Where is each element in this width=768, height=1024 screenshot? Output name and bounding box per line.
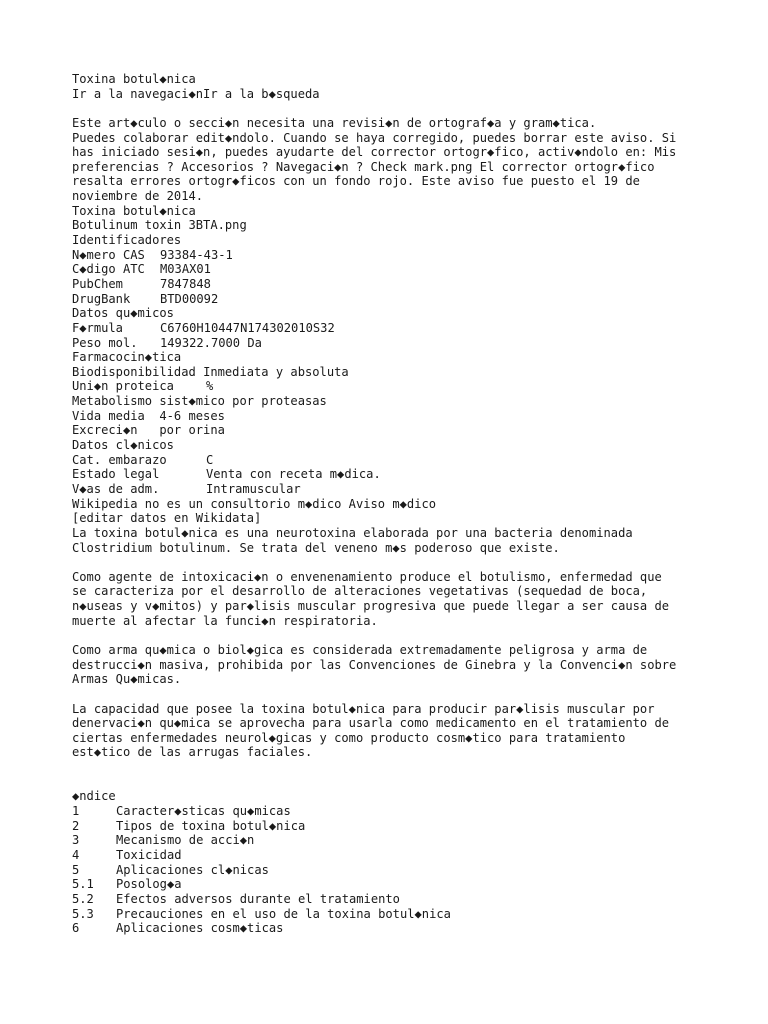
infobox-label: N◆mero CAS bbox=[72, 247, 145, 262]
section-identificadores: Identificadores bbox=[72, 233, 182, 248]
section-datos-clinicos: Datos cl◆nicos bbox=[72, 438, 174, 453]
notice-line: has iniciado sesi◆n, puedes ayudarte del corrector ortogr◆fico, activ◆ndolo en: Mis bbox=[72, 145, 677, 160]
infobox-label: V◆as de adm. bbox=[72, 481, 160, 496]
toc-item-label[interactable]: Aplicaciones cosm◆ticas bbox=[116, 921, 284, 936]
infobox-label: Estado legal bbox=[72, 467, 160, 482]
spacer bbox=[72, 687, 712, 702]
infobox-row-embarazo bbox=[72, 453, 712, 468]
infobox-label: DrugBank bbox=[72, 291, 131, 306]
infobox-title: Toxina botul◆nica bbox=[72, 203, 196, 218]
infobox-label: Uni◆n proteica bbox=[72, 379, 174, 394]
infobox-row-estado-legal bbox=[72, 467, 712, 482]
paragraph-intro bbox=[72, 526, 712, 555]
document-page bbox=[72, 72, 712, 936]
toc-item[interactable] bbox=[72, 819, 712, 834]
infobox-row-biodisponibilidad bbox=[72, 365, 712, 380]
toc-item[interactable] bbox=[72, 804, 712, 819]
infobox-row-pubchem bbox=[72, 277, 712, 292]
infobox-label: PubChem bbox=[72, 276, 123, 291]
text-line: destrucci◆n masiva, prohibida por las Convenciones de Ginebra y la Convenci◆n sobre bbox=[72, 657, 677, 672]
text-line: ciertas enfermedades neurol◆gicas y como producto cosm◆tico para tratamiento bbox=[72, 730, 626, 745]
notice-line: resalta errores ortogr◆ficos con un fondo rojo. Este aviso fue puesto el 19 de bbox=[72, 174, 640, 189]
infobox-row-atc bbox=[72, 262, 712, 277]
infobox bbox=[72, 204, 712, 526]
edit-wikidata-link[interactable]: [editar datos en Wikidata] bbox=[72, 511, 262, 526]
infobox-value bbox=[152, 394, 159, 409]
paragraph-botulismo bbox=[72, 570, 712, 629]
infobox-row-formula bbox=[72, 321, 712, 336]
infobox-value[interactable]: M03AX01 bbox=[160, 262, 211, 277]
toc-item-label[interactable]: Efectos adversos durante el tratamiento bbox=[116, 891, 400, 906]
toc-item-label[interactable]: Precauciones en el uso de la toxina botul◆nica bbox=[116, 906, 451, 921]
toc-item-number: 4 bbox=[72, 847, 80, 862]
toc-item[interactable] bbox=[72, 863, 712, 878]
toc-item-number: 2 bbox=[72, 818, 80, 833]
infobox-value bbox=[145, 409, 160, 424]
toc-item-number: 5.2 bbox=[72, 891, 94, 906]
toc-item-number: 3 bbox=[72, 833, 80, 848]
infobox-row-cas bbox=[72, 248, 712, 263]
infobox-value: Venta con receta m◆dica. bbox=[206, 467, 381, 482]
toc-heading: ◆ndice bbox=[72, 789, 116, 804]
text-line: denervaci◆n qu◆mica se aprovecha para usarla como medicamento en el tratamiento de bbox=[72, 716, 670, 731]
spacer bbox=[72, 555, 712, 570]
infobox-label: Vida media bbox=[72, 408, 145, 423]
infobox-value: Intramuscular bbox=[206, 481, 301, 496]
text-line: se caracteriza por el desarrollo de alteraciones vegetativas (sequedad de boca, bbox=[72, 584, 648, 599]
notice-line: Este art◆culo o secci◆n necesita una revisi◆n de ortograf◆a y gram◆tica. bbox=[72, 115, 597, 130]
spacer bbox=[72, 775, 712, 790]
spacer bbox=[72, 760, 712, 775]
table-of-contents bbox=[72, 789, 712, 935]
infobox-image-caption[interactable]: Botulinum toxin 3BTA.png bbox=[72, 218, 247, 233]
notice-line: noviembre de 2014. bbox=[72, 189, 204, 204]
toc-item-number: 5 bbox=[72, 862, 80, 877]
toc-item[interactable] bbox=[72, 833, 712, 848]
maintenance-notice bbox=[72, 116, 712, 204]
paragraph-arma bbox=[72, 643, 712, 687]
toc-item-label[interactable]: Aplicaciones cl◆nicas bbox=[116, 862, 269, 877]
toc-item[interactable] bbox=[72, 848, 712, 863]
infobox-row-peso bbox=[72, 336, 712, 351]
skip-links[interactable]: Ir a la navegaci◆nIr a la b◆squeda bbox=[72, 86, 320, 101]
spacer bbox=[72, 628, 712, 643]
text-line: Como agente de intoxicaci◆n o envenenamiento produce el botulismo, enfermedad que bbox=[72, 569, 662, 584]
infobox-value bbox=[138, 423, 160, 438]
infobox-label: Metabolismo bbox=[72, 394, 153, 409]
infobox-label: C◆digo ATC bbox=[72, 262, 145, 277]
text-line: est◆tico de las arrugas faciales. bbox=[72, 745, 313, 760]
toc-item-number: 6 bbox=[72, 921, 80, 936]
toc-item-number: 1 bbox=[72, 804, 80, 819]
infobox-row-drugbank bbox=[72, 292, 712, 307]
notice-line: Puedes colaborar edit◆ndolo. Cuando se haya corregido, puedes borrar este aviso. Si bbox=[72, 130, 677, 145]
spacer bbox=[72, 101, 712, 116]
infobox-row-union bbox=[72, 379, 712, 394]
infobox-label: Excreci◆n bbox=[72, 423, 138, 438]
toc-item-label[interactable]: Posolog◆a bbox=[116, 877, 182, 892]
infobox-value: % bbox=[206, 379, 214, 394]
infobox-row-metabolismo bbox=[72, 394, 712, 409]
infobox-value: C6760H10447N174302010S32 bbox=[160, 320, 335, 335]
toc-item[interactable] bbox=[72, 877, 712, 892]
infobox-value: 149322.7000 Da bbox=[160, 335, 262, 350]
toc-item-label[interactable]: Mecanismo de acci◆n bbox=[116, 833, 255, 848]
toc-item[interactable] bbox=[72, 892, 712, 907]
infobox-row-vias bbox=[72, 482, 712, 497]
medical-disclaimer-link[interactable]: Wikipedia no es un consultorio m◆dico Aviso m◆dico bbox=[72, 496, 437, 511]
text-line: Armas Qu◆micas. bbox=[72, 672, 182, 687]
section-farmacocinetica: Farmacocin◆tica bbox=[72, 350, 182, 365]
infobox-row-excrecion bbox=[72, 423, 712, 438]
infobox-value[interactable]: 93384-43-1 bbox=[160, 247, 233, 262]
toc-item-number: 5.1 bbox=[72, 877, 94, 892]
text-line: Clostridium botulinum. Se trata del veneno m◆s poderoso que existe. bbox=[72, 540, 560, 555]
toc-item-label[interactable]: Caracter◆sticas qu◆micas bbox=[116, 804, 291, 819]
text-line: n◆useas y v◆mitos) y par◆lisis muscular progresiva que puede llegar a ser causa de bbox=[72, 599, 670, 614]
infobox-value: sist◆mico por proteasas bbox=[159, 394, 327, 409]
infobox-value: Inmediata y absoluta bbox=[203, 364, 349, 379]
infobox-value: C bbox=[206, 452, 214, 467]
paragraph-medicamento bbox=[72, 702, 712, 761]
infobox-row-vida-media bbox=[72, 409, 712, 424]
infobox-label: F◆rmula bbox=[72, 320, 123, 335]
infobox-value: 4-6 meses bbox=[159, 408, 225, 423]
notice-line: preferencias ? Accesorios ? Navegaci◆n ? Check mark.png El corrector ortogr◆fico bbox=[72, 159, 655, 174]
text-line: La capacidad que posee la toxina botul◆nica para producir par◆lisis muscular por bbox=[72, 701, 655, 716]
infobox-label: Peso mol. bbox=[72, 335, 138, 350]
toc-item-number: 5.3 bbox=[72, 906, 94, 921]
infobox-value[interactable]: 7847848 bbox=[160, 276, 211, 291]
toc-item-label[interactable]: Toxicidad bbox=[116, 847, 182, 862]
toc-item-label[interactable]: Tipos de toxina botul◆nica bbox=[116, 818, 306, 833]
infobox-value: por orina bbox=[159, 423, 225, 438]
infobox-label: Biodisponibilidad bbox=[72, 364, 196, 379]
section-datos-quimicos: Datos qu◆micos bbox=[72, 306, 174, 321]
text-line: La toxina botul◆nica es una neurotoxina elaborada por una bacteria denominada bbox=[72, 525, 633, 540]
infobox-value bbox=[196, 365, 203, 380]
text-line: Como arma qu◆mica o biol◆gica es considerada extremadamente peligrosa y arma de bbox=[72, 642, 648, 657]
page-title: Toxina botul◆nica bbox=[72, 72, 196, 86]
infobox-value[interactable]: BTD00092 bbox=[160, 291, 219, 306]
text-line: muerte al afectar la funci◆n respiratoria. bbox=[72, 613, 378, 628]
toc-item[interactable] bbox=[72, 907, 712, 922]
toc-item[interactable] bbox=[72, 921, 712, 936]
infobox-label: Cat. embarazo bbox=[72, 452, 167, 467]
